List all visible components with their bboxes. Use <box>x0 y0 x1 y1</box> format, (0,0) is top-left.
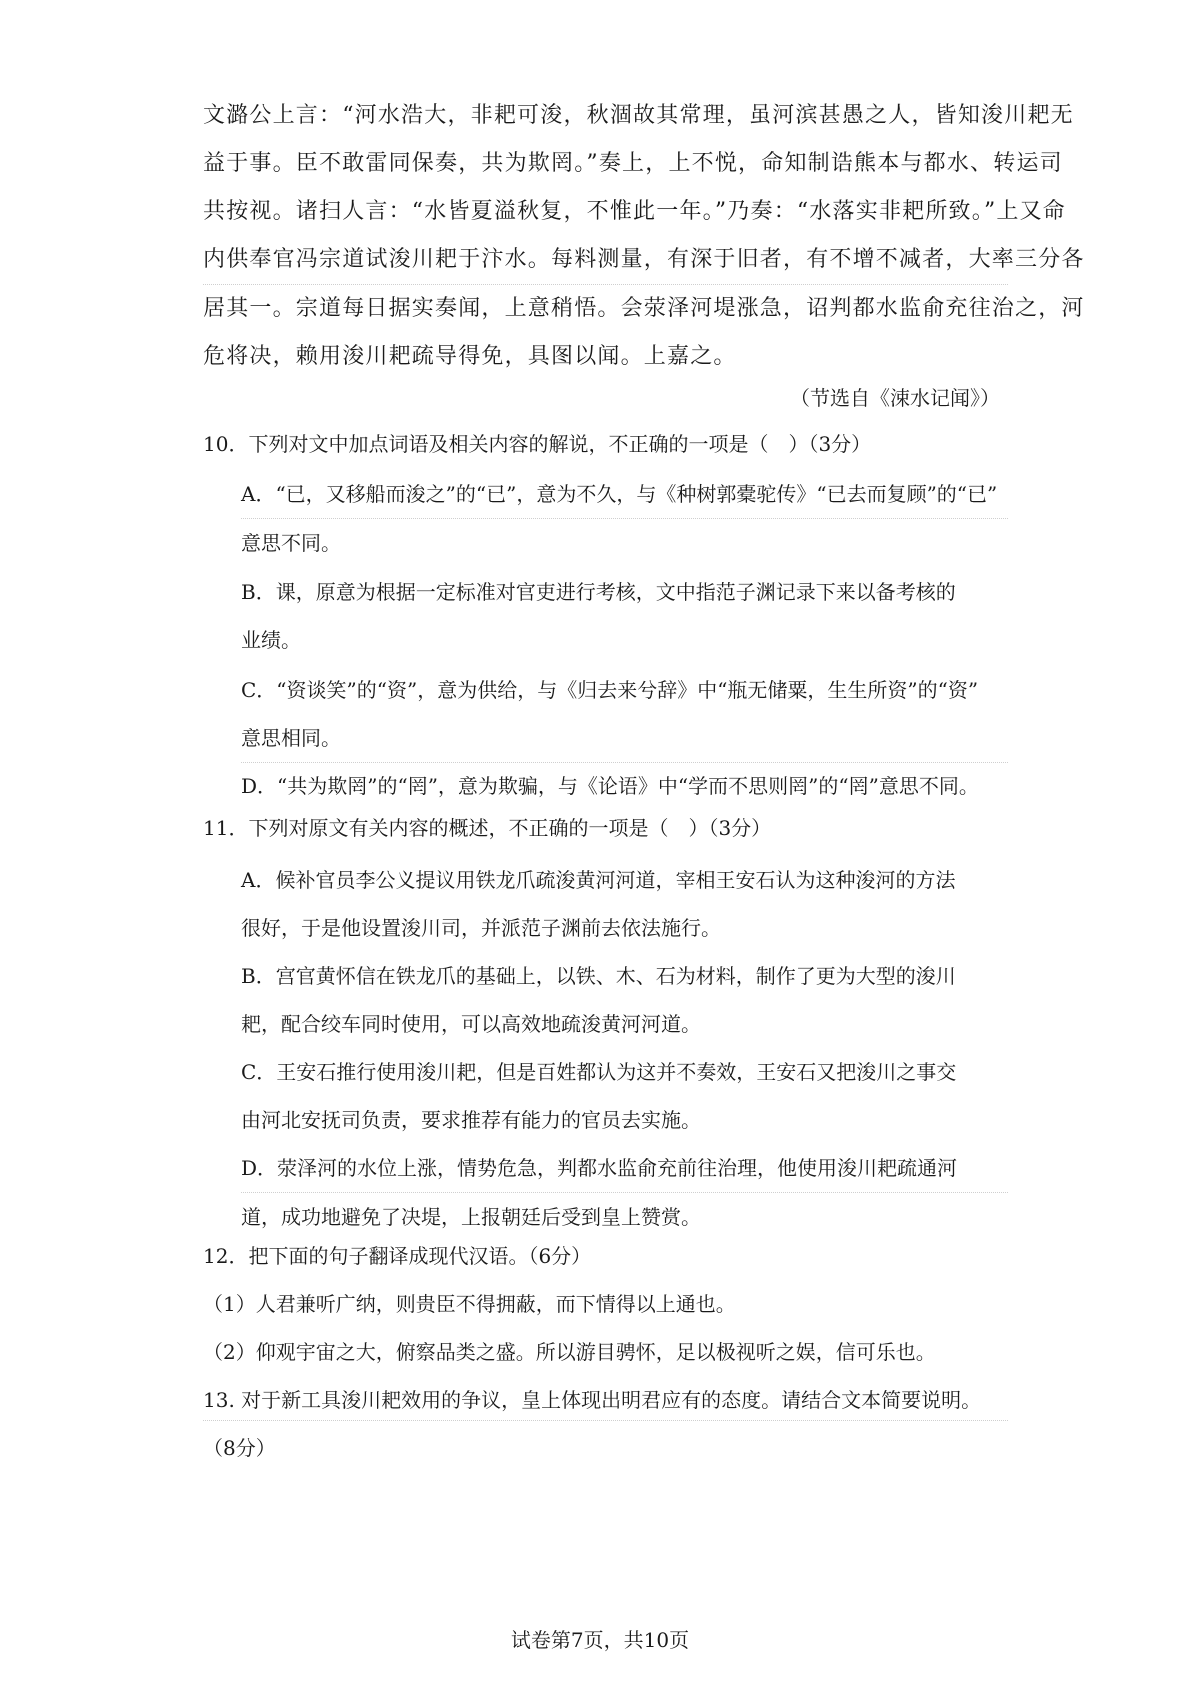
option-line: 意思不同。 <box>241 531 341 555</box>
option-line: D．荥泽河的水位上涨，情势危急，判都水监俞充前往治理，他使用浚川耙疏通河 <box>241 1144 1008 1193</box>
question-10-stem: 10．下列对文中加点词语及相关内容的解说，不正确的一项是（ ）（3分） <box>203 432 872 456</box>
passage-source: （节选自《涑水记闻》） <box>790 386 1000 410</box>
question-10-option-c <box>241 666 1008 763</box>
question-12-sentence-2: （2）仰观宇宙之大，俯察品类之盛。所以游目骋怀，足以极视听之娱，信可乐也。 <box>203 1340 936 1364</box>
question-12-sentence-1: （1）人君兼听广纳，则贵臣不得拥蔽，而下情得以上通也。 <box>203 1292 736 1316</box>
option-line: A．候补官员李公义提议用铁龙爪疏浚黄河河道，宰相王安石认为这种浚河的方法 <box>241 868 956 892</box>
option-line: B．课，原意为根据一定标准对官吏进行考核，文中指范子渊记录下来以备考核的 <box>241 580 956 604</box>
passage-line-6: 危将决，赖用浚川耙疏导得免，具图以闻。上嘉之。 <box>203 344 737 369</box>
question-10-option-a <box>241 470 1008 567</box>
option-line: A．“已，又移船而浚之”的“已”，意为不久，与《种树郭橐驼传》“已去而复顾”的“已” <box>241 470 1008 519</box>
passage-line-4: 内供奉官冯宗道试浚川耙于汴水。每料测量，有深于旧者，有不增不减者，大率三分各 <box>203 236 1008 285</box>
question-13-score: （8分） <box>203 1436 276 1460</box>
option-line: D．“共为欺罔”的“罔”，意为欺骗，与《论语》中“学而不思则罔”的“罔”意思不同。 <box>241 774 979 798</box>
question-11-option-c <box>241 1048 1008 1144</box>
option-line: 意思相同。 <box>241 714 1008 763</box>
option-line: 很好，于是他设置浚川司，并派范子渊前去依法施行。 <box>241 916 721 940</box>
classical-passage <box>203 92 1085 381</box>
passage-line-3: 共按视。诸扫人言：“水皆夏溢秋复，不惟此一年。”乃奏：“水落实非耙所致。”上又命 <box>203 199 1066 224</box>
option-line: 业绩。 <box>241 628 301 652</box>
question-10-option-b <box>241 568 1008 664</box>
question-10-option-d <box>241 762 1008 810</box>
question-11-option-a <box>241 856 1008 952</box>
option-line: 道，成功地避免了决堤，上报朝廷后受到皇上赞赏。 <box>241 1205 701 1229</box>
question-11-option-d <box>241 1144 1008 1241</box>
option-line: C．王安石推行使用浚川耙，但是百姓都认为这并不奏效，王安石又把浚川之事交 <box>241 1060 957 1084</box>
passage-line-1: 文潞公上言：“河水浩大，非耙可浚，秋涸故其常理，虽河滨甚愚之人，皆知浚川耙无 <box>203 103 1074 128</box>
question-11-option-b <box>241 952 1008 1048</box>
question-11-stem: 11．下列对原文有关内容的概述，不正确的一项是（ ）（3分） <box>203 816 772 840</box>
question-13-stem: 13. 对于新工具浚川耙效用的争议，皇上体现出明君应有的态度。请结合文本简要说明。 <box>203 1380 1008 1421</box>
option-line: B．宫官黄怀信在铁龙爪的基础上，以铁、木、石为材料，制作了更为大型的浚川 <box>241 964 956 988</box>
passage-line-2: 益于事。臣不敢雷同保奏，共为欺罔。”奏上，上不悦，命知制诰熊本与都水、转运司 <box>203 151 1063 176</box>
option-line: 耙，配合绞车同时使用，可以高效地疏浚黄河河道。 <box>241 1012 701 1036</box>
option-line: C．“资谈笑”的“资”，意为供给，与《归去来兮辞》中“瓶无储粟，生生所资”的“资” <box>241 678 979 702</box>
passage-line-5: 居其一。宗道每日据实奏闻，上意稍悟。会荥泽河堤涨急，诏判都水监俞充往治之，河 <box>203 296 1085 321</box>
question-12-stem: 12．把下面的句子翻译成现代汉语。（6分） <box>203 1244 592 1268</box>
option-line: 由河北安抚司负责，要求推荐有能力的官员去实施。 <box>241 1108 701 1132</box>
page-footer: 试卷第7页，共10页 <box>510 1628 690 1652</box>
